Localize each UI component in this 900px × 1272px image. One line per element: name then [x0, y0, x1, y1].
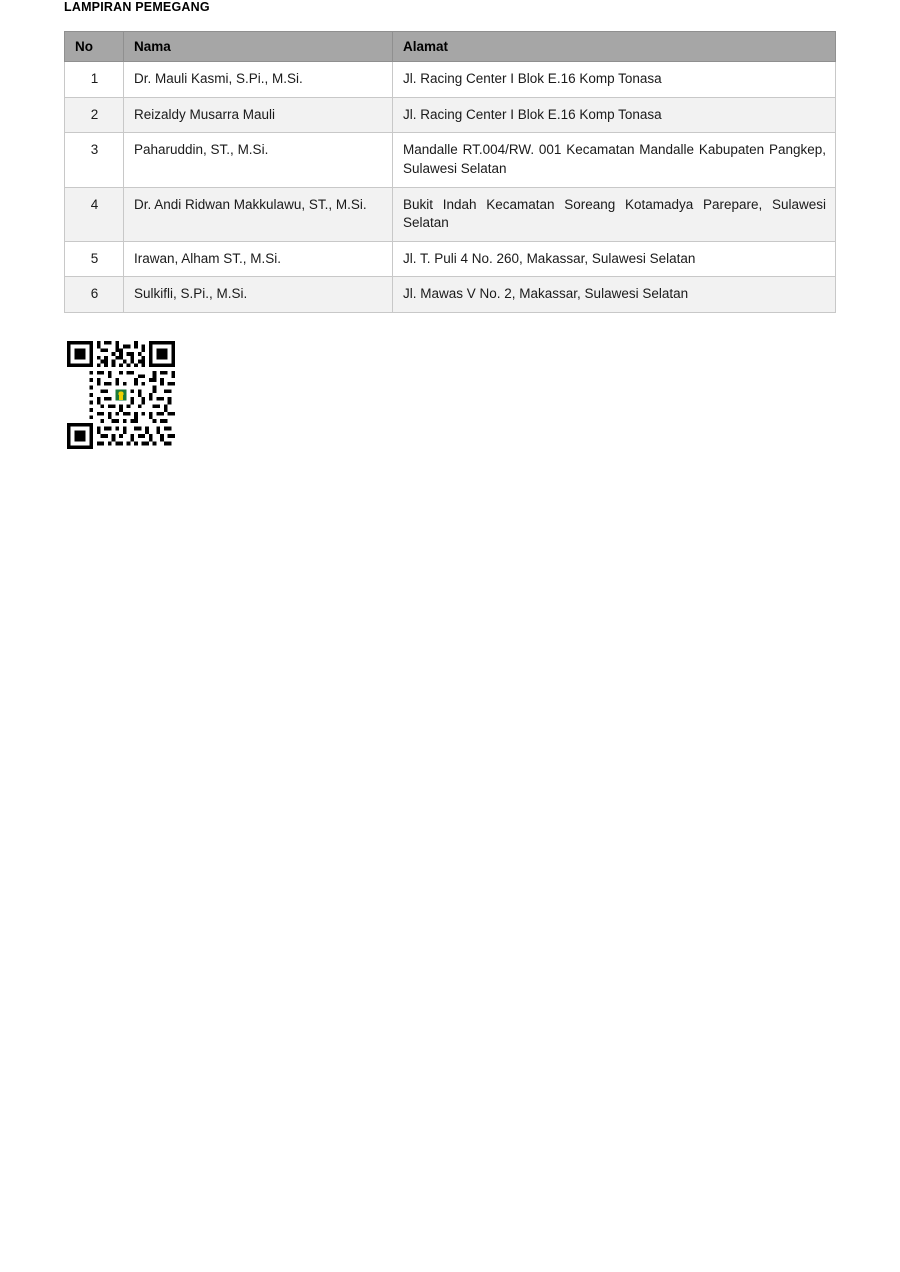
table-header	[65, 32, 836, 62]
table-row	[65, 62, 836, 98]
cell-alamat: Bukit Indah Kecamatan Soreang Kotamadya Parepare, Sulawesi Selatan	[393, 187, 836, 241]
table-header-row	[65, 32, 836, 62]
table-row	[65, 97, 836, 133]
cell-nama: Paharuddin, ST., M.Si.	[124, 133, 393, 187]
cell-nama: Sulkifli, S.Pi., M.Si.	[124, 277, 393, 313]
cell-alamat: Mandalle RT.004/RW. 001 Kecamatan Mandalle Kabupaten Pangkep, Sulawesi Selatan	[393, 133, 836, 187]
table-body	[65, 62, 836, 313]
table-row	[65, 133, 836, 187]
cell-nama: Irawan, Alham ST., M.Si.	[124, 241, 393, 277]
cell-nama: Reizaldy Musarra Mauli	[124, 97, 393, 133]
cell-no: 5	[65, 241, 124, 277]
qr-code-icon	[67, 341, 175, 449]
cell-no: 3	[65, 133, 124, 187]
cell-alamat: Jl. Mawas V No. 2, Makassar, Sulawesi Selatan	[393, 277, 836, 313]
column-header-nama: Nama	[124, 32, 393, 62]
page-title: LAMPIRAN PEMEGANG	[64, 0, 210, 14]
table-row	[65, 241, 836, 277]
cell-nama: Dr. Andi Ridwan Makkulawu, ST., M.Si.	[124, 187, 393, 241]
holders-table	[64, 31, 836, 313]
cell-nama: Dr. Mauli Kasmi, S.Pi., M.Si.	[124, 62, 393, 98]
cell-no: 2	[65, 97, 124, 133]
cell-no: 1	[65, 62, 124, 98]
cell-alamat: Jl. T. Puli 4 No. 260, Makassar, Sulawesi Selatan	[393, 241, 836, 277]
cell-alamat: Jl. Racing Center I Blok E.16 Komp Tonasa	[393, 97, 836, 133]
column-header-no: No	[65, 32, 124, 62]
cell-alamat: Jl. Racing Center I Blok E.16 Komp Tonasa	[393, 62, 836, 98]
table-row	[65, 277, 836, 313]
cell-no: 6	[65, 277, 124, 313]
table-row	[65, 187, 836, 241]
holders-table-wrap	[64, 31, 836, 313]
cell-no: 4	[65, 187, 124, 241]
column-header-alamat: Alamat	[393, 32, 836, 62]
